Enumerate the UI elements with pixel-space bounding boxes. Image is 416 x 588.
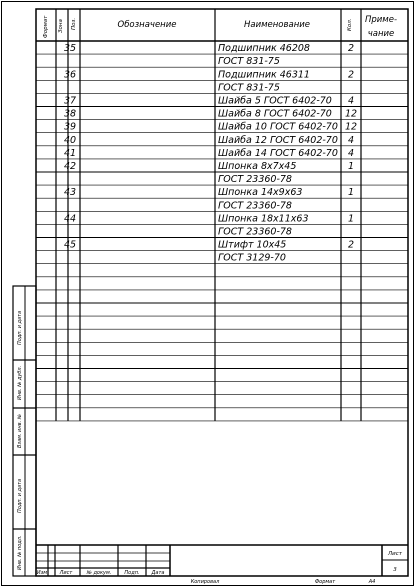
row-name: Подшипник 46208 bbox=[218, 43, 310, 55]
row-pos: 44 bbox=[64, 213, 77, 225]
spec-table bbox=[36, 9, 408, 421]
row-name: ГОСТ 23360-78 bbox=[218, 174, 292, 186]
header-qty: Кол. bbox=[347, 18, 353, 31]
sheet-number: 3 bbox=[393, 567, 397, 573]
row-qty: 2 bbox=[347, 69, 355, 81]
row-name: Шайба 8 ГОСТ 6402-70 bbox=[218, 108, 332, 120]
row-name: ГОСТ 23360-78 bbox=[218, 200, 292, 212]
row-name: Шайба 10 ГОСТ 6402-70 bbox=[218, 121, 338, 133]
header-designation: Обозначение bbox=[117, 20, 177, 30]
sheet-inner-frame bbox=[36, 9, 408, 576]
row-name: Шпонка 8х7х45 bbox=[218, 161, 297, 172]
sheet-label: Лист bbox=[388, 551, 402, 557]
row-name: Шпонка 18х11х63 bbox=[218, 213, 309, 225]
title-col-sign: Подп. bbox=[124, 570, 140, 576]
row-qty: 2 bbox=[347, 43, 355, 55]
row-pos: 39 bbox=[64, 121, 77, 133]
table-header bbox=[43, 15, 397, 39]
header-format: Формат bbox=[43, 15, 49, 38]
row-name: ГОСТ 831-75 bbox=[218, 82, 280, 94]
header-name: Наименование bbox=[243, 20, 311, 30]
title-col-list: Лист bbox=[59, 570, 73, 576]
footer-format-value: А4 bbox=[368, 579, 376, 585]
side-stamp-label-5: Инв. № подл. bbox=[17, 535, 23, 570]
row-pos: 42 bbox=[64, 161, 77, 172]
row-name: Шпонка 14х9х63 bbox=[218, 187, 303, 199]
row-qty: 12 bbox=[344, 121, 358, 133]
row-name: ГОСТ 3129-70 bbox=[218, 252, 286, 264]
title-col-izm: Изм bbox=[36, 570, 48, 576]
side-stamp-label-2: Инв. № дубл. bbox=[17, 365, 23, 400]
row-qty: 2 bbox=[347, 239, 355, 251]
row-name: Шайба 12 ГОСТ 6402-70 bbox=[218, 134, 338, 146]
header-note-1: Приме- bbox=[364, 15, 398, 25]
row-pos: 37 bbox=[64, 95, 77, 107]
header-pos: Поз. bbox=[71, 17, 77, 30]
side-stamp-label-4: Подп. и дата bbox=[17, 478, 23, 513]
title-col-date: Дата bbox=[151, 570, 165, 576]
row-pos: 35 bbox=[64, 43, 77, 55]
row-pos: 41 bbox=[64, 147, 77, 159]
row-name: ГОСТ 23360-78 bbox=[218, 226, 292, 238]
sheet-outer-frame bbox=[2, 2, 414, 586]
side-stamp bbox=[13, 286, 36, 576]
side-stamp-label-1: Подп. и дата bbox=[17, 310, 23, 345]
row-qty: 4 bbox=[347, 134, 355, 146]
row-pos: 43 bbox=[64, 187, 77, 199]
row-name: Шайба 14 ГОСТ 6402-70 bbox=[218, 147, 338, 159]
row-name: Шайба 5 ГОСТ 6402-70 bbox=[218, 95, 332, 107]
row-qty: 1 bbox=[347, 161, 355, 172]
row-pos: 45 bbox=[64, 239, 77, 251]
footer-format-label: Формат bbox=[314, 579, 336, 585]
row-pos: 38 bbox=[64, 108, 77, 120]
row-name: Штифт 10х45 bbox=[218, 239, 287, 251]
row-qty: 1 bbox=[347, 187, 355, 199]
row-pos: 40 bbox=[64, 134, 77, 146]
row-pos: 36 bbox=[64, 69, 77, 81]
header-note-2: чание bbox=[367, 29, 395, 39]
row-name: Подшипник 46311 bbox=[218, 69, 310, 81]
row-qty: 12 bbox=[344, 108, 358, 120]
footer bbox=[191, 579, 376, 585]
header-zone: Зона bbox=[58, 19, 64, 33]
title-col-docnum: № докум. bbox=[86, 570, 112, 576]
row-name: ГОСТ 831-75 bbox=[218, 56, 280, 68]
side-stamp-label-3: Взам. инв. № bbox=[17, 414, 23, 448]
row-qty: 1 bbox=[347, 213, 355, 225]
row-qty: 4 bbox=[347, 95, 355, 107]
footer-copied: Копировал bbox=[190, 579, 220, 585]
title-block bbox=[36, 545, 408, 576]
row-qty: 4 bbox=[347, 147, 355, 159]
